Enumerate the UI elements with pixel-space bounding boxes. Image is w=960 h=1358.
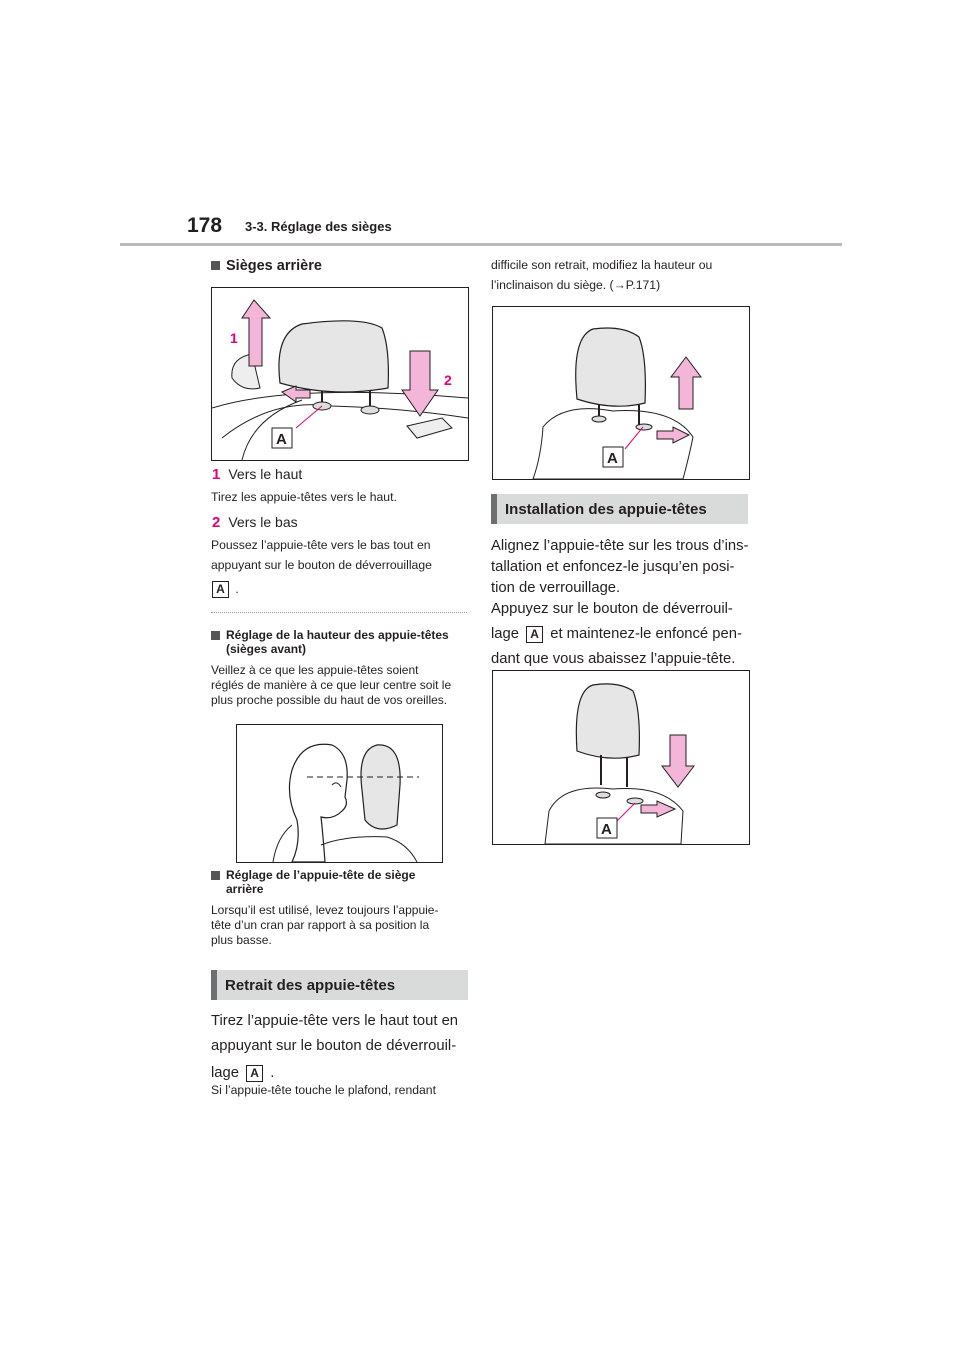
removal-body: Tirez l’appuie-tête vers le haut tout en appuyant sur le bouton de déverrouil- lage A . bbox=[211, 1013, 459, 1081]
fig1-label-1: 1 bbox=[230, 330, 238, 346]
rear-headrest-figure bbox=[211, 287, 469, 461]
front-headrest-figure bbox=[236, 724, 443, 863]
note2-heading: Réglage de l’appuie-tête de siège arrière bbox=[211, 868, 415, 896]
fig-label-a: A bbox=[607, 450, 618, 467]
label-a-box: A bbox=[246, 1065, 263, 1082]
install-body: Alignez l’appuie-tête sur les trous d’ins- tallation et enfoncez-le jusqu’en posi- tion de verrouillage. Appuyez sur le bouton de déverrouil- lage A et maintenez-le enfoncé pen- dant que vous abaissez l’appuie-tête. bbox=[491, 538, 749, 667]
step-2-desc-line2: appuyant sur le bouton de déverrouillage bbox=[211, 558, 432, 572]
label-a-box: A bbox=[526, 626, 543, 643]
note1-body: Veillez à ce que les appuie-têtes soient réglés de manière à ce que leur centre soit le plus proche possible du haut de vos oreilles. bbox=[211, 663, 452, 707]
removal-small: Si l’appuie-tête touche le plafond, rendant bbox=[211, 1083, 436, 1097]
separator bbox=[211, 612, 467, 613]
bullet-square-icon bbox=[211, 261, 220, 270]
step-2: 2 Vers le bas bbox=[212, 514, 298, 531]
install-title-bar: Installation des appuie-têtes bbox=[491, 494, 748, 524]
removal-title-bar: Retrait des appuie-têtes bbox=[211, 970, 468, 1000]
fig-label-a2: A bbox=[601, 821, 612, 838]
note2-body: Lorsqu’il est utilisé, levez toujours l’appuie- tête d’un cran par rapport à sa position la plus basse. bbox=[211, 903, 439, 947]
step-1-desc: Tirez les appuie-têtes vers le haut. bbox=[211, 490, 397, 504]
removal-figure bbox=[492, 306, 750, 480]
step-2-desc-line1: Poussez l’appuie-tête vers le bas tout en bbox=[211, 538, 431, 552]
install-figure bbox=[492, 670, 750, 845]
step-1: 1 Vers le haut bbox=[212, 466, 303, 483]
section-title: 3-3. Réglage des sièges bbox=[245, 219, 392, 234]
fig1-label-2: 2 bbox=[444, 372, 452, 388]
bullet-square-icon bbox=[211, 631, 220, 640]
step-2-desc-line3: A . bbox=[209, 581, 239, 598]
header-rule bbox=[120, 243, 842, 246]
bullet-square-icon bbox=[211, 871, 220, 880]
label-a-box: A bbox=[212, 581, 229, 598]
rear-seats-heading: Sièges arrière bbox=[211, 258, 322, 274]
fig1-label-a: A bbox=[276, 431, 287, 448]
cont-line1: difficile son retrait, modifiez la hauteur ou bbox=[491, 258, 713, 272]
page-number: 178 bbox=[187, 214, 223, 237]
cont-line2: l’inclinaison du siège. (→P.171) bbox=[491, 278, 661, 292]
note1-heading: Réglage de la hauteur des appuie-têtes (sièges avant) bbox=[211, 628, 449, 656]
